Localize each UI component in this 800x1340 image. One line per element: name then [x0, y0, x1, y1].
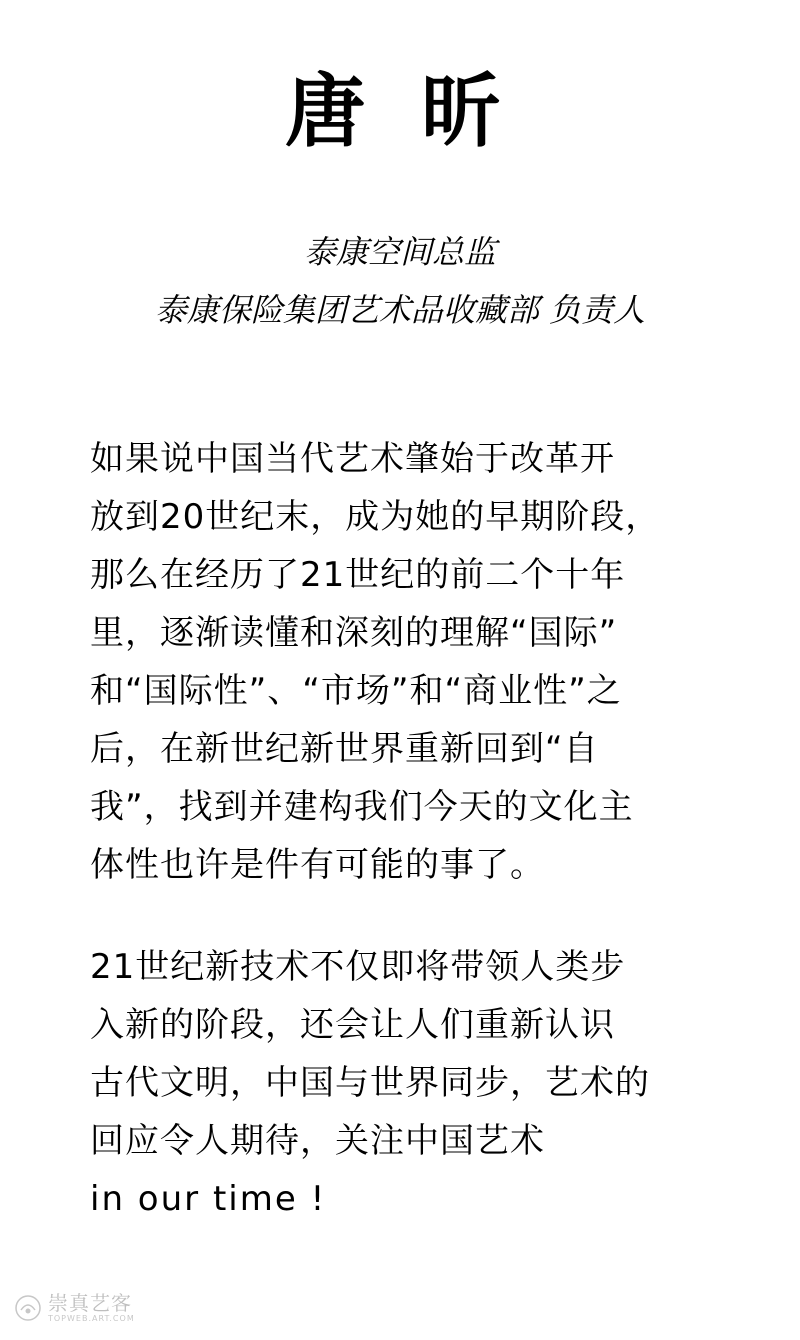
- paragraph-line: 如果说中国当代艺术肇始于改革开: [90, 439, 615, 479]
- person-name-title: 唐 昕: [285, 65, 515, 158]
- watermark-cn-text: 崇真艺客: [48, 1291, 132, 1315]
- paragraph-line: 回应令人期待，关注中国艺术: [90, 1121, 545, 1161]
- paragraph-line: 我”，找到并建构我们今天的文化主: [90, 787, 634, 827]
- paragraph-line: 古代文明，中国与世界同步，艺术的: [90, 1063, 650, 1103]
- quote-paragraph-2: [90, 938, 720, 1228]
- subtitle-position-2: 泰康保险集团艺术品收藏部 负责人: [154, 291, 646, 329]
- paragraph-line: 和“国际性”、“市场”和“商业性”之: [90, 671, 622, 711]
- paragraph-line: 后，在新世纪新世界重新回到“自: [90, 729, 599, 769]
- paragraph-line: 里，逐渐读懂和深刻的理解“国际”: [90, 613, 618, 653]
- paragraph-line: 放到20世纪末，成为她的早期阶段，: [90, 497, 661, 537]
- watermark-en-text: TOPWEB.ART.COM: [48, 1314, 135, 1323]
- paragraph-line: 21世纪新技术不仅即将带领人类步: [90, 947, 626, 987]
- quote-paragraph-1: [90, 430, 720, 894]
- subtitle-position-1: 泰康空间总监: [303, 233, 496, 271]
- paragraph-line: 体性也许是件有可能的事了。: [90, 845, 545, 885]
- watermark-logo-icon: [14, 1294, 42, 1322]
- paragraph-line: in our time !: [90, 1179, 327, 1219]
- watermark: [14, 1288, 135, 1328]
- paragraph-line: 那么在经历了21世纪的前二个十年: [90, 555, 626, 595]
- paragraph-line: 入新的阶段，还会让人们重新认识: [90, 1005, 615, 1045]
